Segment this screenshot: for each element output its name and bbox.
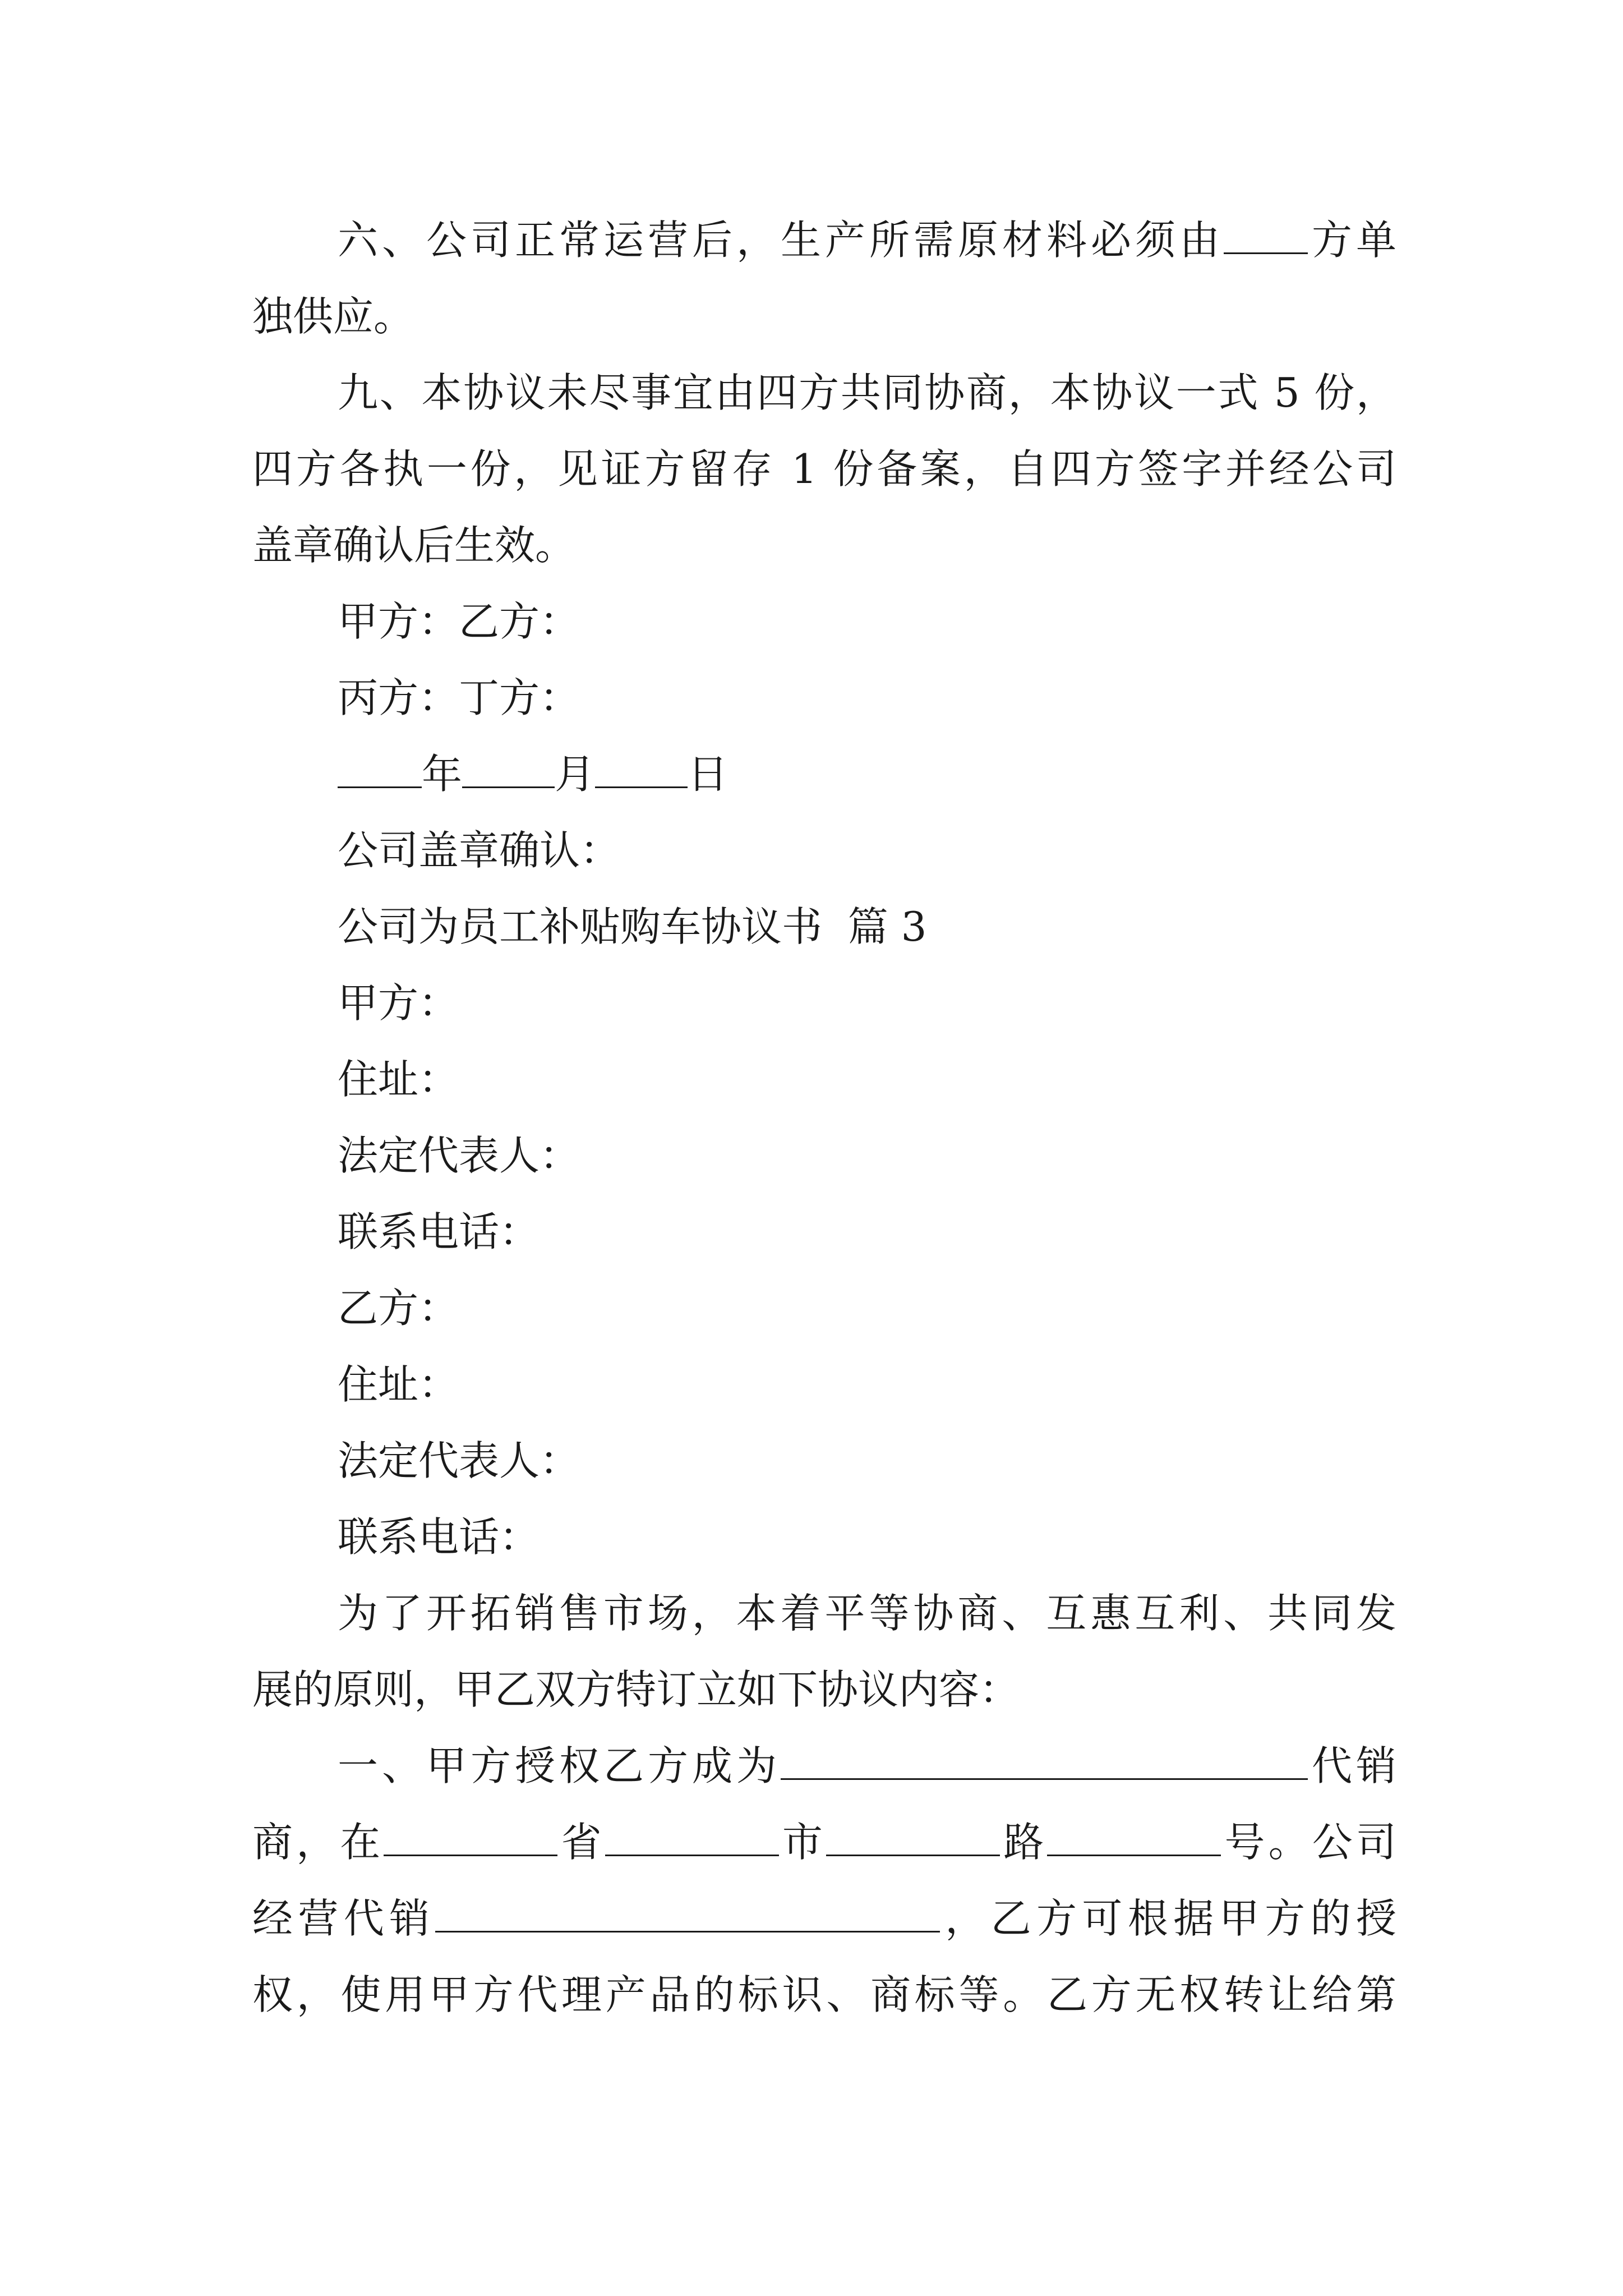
product-blank <box>435 1897 940 1932</box>
province-label: 省 <box>557 1819 605 1866</box>
intro-line1: 为了开拓销售市场，本着平等协商、互惠互利、共同发 <box>338 1590 1396 1637</box>
road-blank <box>826 1821 1000 1856</box>
city-blank <box>605 1821 779 1856</box>
party-a-phone: 联系电话： <box>338 1208 540 1255</box>
clause1-auth-text: ，乙方可根据甲方的授 <box>939 1895 1396 1942</box>
number-blank <box>1047 1821 1221 1856</box>
party-a-address: 住址： <box>338 1056 459 1103</box>
month-blank <box>462 753 555 788</box>
clause1-line2 <box>252 1804 1396 1880</box>
year-blank <box>338 753 422 788</box>
clause1-text: 一、甲方授权乙方成为 <box>338 1742 781 1789</box>
province-blank <box>384 1821 557 1856</box>
company-seal-confirm: 公司盖章确认： <box>338 827 621 874</box>
signature-party-ab: 甲方：乙方： <box>338 598 580 645</box>
party-b-label: 乙方： <box>338 1285 459 1332</box>
para1-line2: 独供应。 <box>252 293 414 340</box>
para2-line1: 九、本协议未尽事宜由四方共同协商，本协议一式 5 份， <box>338 369 1396 416</box>
document-page <box>252 202 1396 2033</box>
clause1-line3 <box>252 1880 1396 1957</box>
city-label: 市 <box>778 1819 827 1866</box>
party-a-label: 甲方： <box>338 979 459 1027</box>
clause1-line4: 权，使用甲方代理产品的标识、商标等。乙方无权转让给第 <box>252 1971 1396 2018</box>
day-label: 日 <box>688 751 728 798</box>
para1-text-end: 方单 <box>1307 217 1396 264</box>
para2-line3: 盖章确认后生效。 <box>252 522 576 569</box>
clause1-line1 <box>252 1728 1396 1804</box>
month-label: 月 <box>555 751 596 798</box>
section-title: 公司为员工补贴购车协议书 篇 3 <box>338 903 927 950</box>
party-b-address: 住址： <box>338 1361 459 1408</box>
clause1-shop-text: 商，在 <box>252 1819 384 1866</box>
intro-line2: 展的原则，甲乙双方特订立如下协议内容： <box>252 1666 1020 1713</box>
para1-text: 六、公司正常运营后，生产所需原材料必须由 <box>338 217 1224 264</box>
para1-line1 <box>252 202 1396 278</box>
supplier-blank <box>1224 219 1308 254</box>
road-label: 路 <box>1000 1819 1048 1866</box>
para2-line2: 四方各执一份，见证方留存 1 份备案，自四方签字并经公司 <box>252 445 1396 493</box>
party-b-legal-rep: 法定代表人： <box>338 1437 580 1484</box>
party-b-phone: 联系电话： <box>338 1513 540 1561</box>
party-a-legal-rep: 法定代表人： <box>338 1132 580 1179</box>
clause1-business-text: 经营代销 <box>252 1895 435 1942</box>
signature-party-cd: 丙方：丁方： <box>338 674 580 721</box>
day-blank <box>595 753 688 788</box>
clause1-text-end: 代销 <box>1307 1742 1396 1789</box>
year-label: 年 <box>422 751 463 798</box>
signature-date <box>252 736 1396 812</box>
agent-blank <box>781 1745 1308 1780</box>
number-label: 号。公司 <box>1221 1819 1396 1866</box>
